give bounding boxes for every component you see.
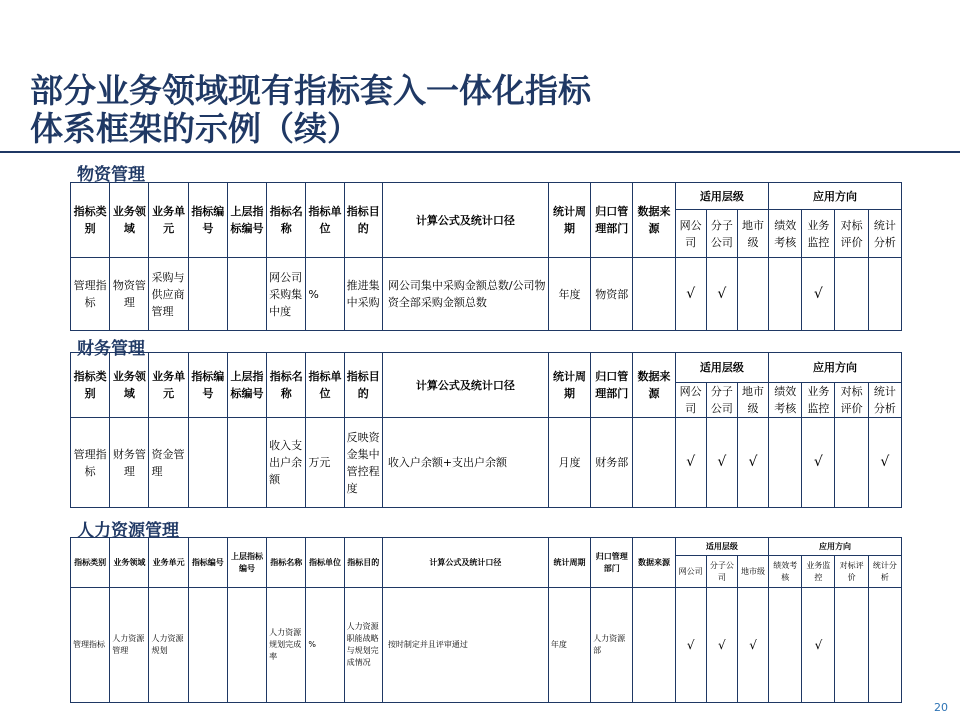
cell-check-level-branch: √ [706,258,737,331]
cell-category: 管理指标 [71,258,110,331]
header-measure-unit: 指标单位 [306,183,344,258]
cell-parent-code [227,418,266,508]
cell-check-dir-monitor: √ [802,258,835,331]
header-source: 数据来源 [633,183,675,258]
header-parent-code: 上层指标编号 [227,353,266,418]
header-direction-group: 应用方向 [769,183,902,210]
header-dept: 归口管理部门 [591,538,633,588]
cell-parent-code [227,258,266,331]
header-parent-code: 上层指标编号 [227,538,266,588]
cell-unit: 人力资源规划 [149,588,188,703]
cell-check-dir-benchmark [835,418,868,508]
cell-check-dir-monitor: √ [802,588,835,703]
cell-check-level-network: √ [675,588,706,703]
page-number: 20 [934,701,948,714]
cell-measure-unit: % [306,258,344,331]
header-levels-group: 适用层级 [675,353,769,383]
cell-period: 年度 [548,258,590,331]
cell-formula: 按时制定并且评审通过 [382,588,548,703]
cell-check-dir-performance [769,418,802,508]
header-dir-performance: 绩效考核 [769,556,802,588]
header-level-city: 地市级 [737,556,768,588]
header-category: 指标类别 [71,353,110,418]
header-dir-monitor: 业务监控 [802,210,835,258]
header-level-network: 网公司 [675,556,706,588]
header-unit: 业务单元 [149,353,188,418]
cell-code [188,588,227,703]
cell-domain: 物资管理 [110,258,149,331]
header-category: 指标类别 [71,538,110,588]
cell-dept: 财务部 [591,418,633,508]
header-level-network: 网公司 [675,210,706,258]
title-divider [0,151,960,153]
header-dir-performance: 绩效考核 [769,383,802,418]
header-level-branch: 分子公司 [706,556,737,588]
cell-unit: 资金管理 [149,418,188,508]
cell-dept: 物资部 [591,258,633,331]
header-formula: 计算公式及统计口径 [382,353,548,418]
cell-check-level-city [737,258,768,331]
section-label-finance: 财务管理 [77,339,145,359]
cell-check-level-branch: √ [706,588,737,703]
cell-check-dir-benchmark [835,258,868,331]
cell-check-dir-analysis [868,258,901,331]
indicator-table-materials [70,182,902,331]
cell-period: 年度 [548,588,590,703]
header-dir-monitor: 业务监控 [802,383,835,418]
cell-code [188,418,227,508]
cell-formula: 网公司集中采购金额总数/公司物资全部采购金额总数 [382,258,548,331]
header-unit: 业务单元 [149,538,188,588]
cell-check-level-branch: √ [706,418,737,508]
header-formula: 计算公式及统计口径 [382,183,548,258]
cell-check-dir-analysis [868,588,901,703]
header-purpose: 指标目的 [344,538,382,588]
cell-name: 收入支出户余额 [267,418,306,508]
cell-category: 管理指标 [71,418,110,508]
cell-source [633,418,675,508]
header-dir-monitor: 业务监控 [802,556,835,588]
slide-title-line2: 体系框架的示例（续） [30,109,360,148]
header-parent-code: 上层指标编号 [227,183,266,258]
header-unit: 业务单元 [149,183,188,258]
header-code: 指标编号 [188,183,227,258]
header-level-branch: 分子公司 [706,210,737,258]
header-dir-benchmark: 对标评价 [835,556,868,588]
header-purpose: 指标目的 [344,183,382,258]
header-category: 指标类别 [71,183,110,258]
section-label-hr: 人力资源管理 [77,521,179,541]
cell-name: 人力资源规划完成率 [267,588,306,703]
cell-period: 月度 [548,418,590,508]
cell-source [633,258,675,331]
header-period: 统计周期 [548,183,590,258]
header-source: 数据来源 [633,538,675,588]
cell-name: 网公司采购集中度 [267,258,306,331]
header-level-network: 网公司 [675,383,706,418]
cell-purpose: 推进集中采购 [344,258,382,331]
header-dir-performance: 绩效考核 [769,210,802,258]
header-domain: 业务领域 [110,183,149,258]
cell-check-dir-analysis: √ [868,418,901,508]
header-domain: 业务领域 [110,353,149,418]
header-levels-group: 适用层级 [675,538,769,556]
cell-check-dir-benchmark [835,588,868,703]
cell-code [188,258,227,331]
header-levels-group: 适用层级 [675,183,769,210]
cell-check-level-city: √ [737,418,768,508]
header-dir-analysis: 统计分析 [868,556,901,588]
header-formula: 计算公式及统计口径 [382,538,548,588]
header-period: 统计周期 [548,353,590,418]
header-level-city: 地市级 [737,210,768,258]
header-name: 指标名称 [267,353,306,418]
indicator-table-hr [70,537,902,703]
cell-check-dir-monitor: √ [802,418,835,508]
header-measure-unit: 指标单位 [306,538,344,588]
cell-domain: 人力资源管理 [110,588,149,703]
header-dept: 归口管理部门 [591,353,633,418]
header-dept: 归口管理部门 [591,183,633,258]
cell-dept: 人力资源部 [591,588,633,703]
header-name: 指标名称 [267,538,306,588]
cell-formula: 收入户余额+支出户余额 [382,418,548,508]
header-domain: 业务领域 [110,538,149,588]
table-row [71,588,902,703]
slide-title-line1: 部分业务领域现有指标套入一体化指标 [30,71,591,110]
header-direction-group: 应用方向 [769,538,902,556]
cell-check-level-network: √ [675,418,706,508]
header-dir-analysis: 统计分析 [868,383,901,418]
cell-purpose: 人力资源职能战略与规划完成情况 [344,588,382,703]
section-label-materials: 物资管理 [77,165,145,185]
cell-measure-unit: 万元 [306,418,344,508]
header-purpose: 指标目的 [344,353,382,418]
cell-source [633,588,675,703]
header-level-city: 地市级 [737,383,768,418]
cell-category: 管理指标 [71,588,110,703]
header-code: 指标编号 [188,538,227,588]
cell-check-level-network: √ [675,258,706,331]
cell-check-level-city: √ [737,588,768,703]
indicator-table-finance [70,352,902,508]
cell-check-dir-performance [769,258,802,331]
header-level-branch: 分子公司 [706,383,737,418]
cell-check-dir-performance [769,588,802,703]
header-period: 统计周期 [548,538,590,588]
header-dir-benchmark: 对标评价 [835,210,868,258]
header-dir-benchmark: 对标评价 [835,383,868,418]
cell-unit: 采购与供应商管理 [149,258,188,331]
cell-domain: 财务管理 [110,418,149,508]
slide-title [30,72,930,148]
header-code: 指标编号 [188,353,227,418]
header-source: 数据来源 [633,353,675,418]
table-row [71,418,902,508]
cell-measure-unit: % [306,588,344,703]
cell-parent-code [227,588,266,703]
header-name: 指标名称 [267,183,306,258]
table-row [71,258,902,331]
header-direction-group: 应用方向 [769,353,902,383]
header-measure-unit: 指标单位 [306,353,344,418]
header-dir-analysis: 统计分析 [868,210,901,258]
cell-purpose: 反映资金集中管控程度 [344,418,382,508]
